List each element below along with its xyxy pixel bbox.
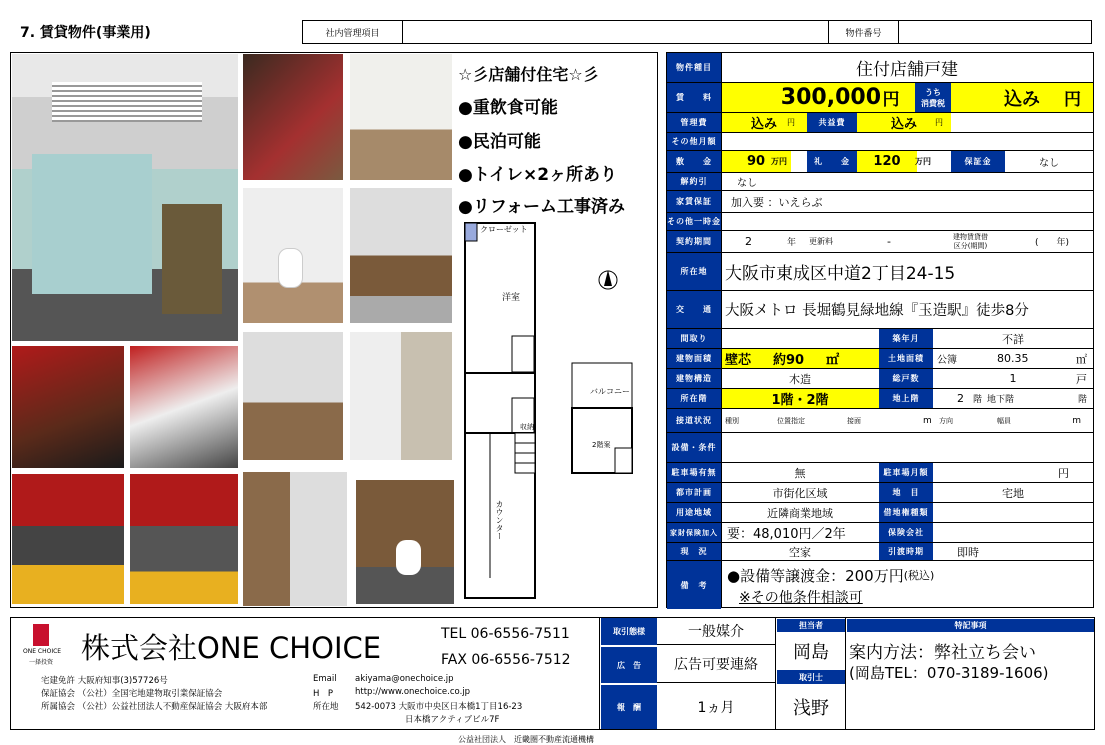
mgmt-label: 社内管理項目 — [303, 21, 403, 43]
tochi-label: 土地面積 — [879, 349, 933, 368]
email[interactable]: akiyama@onechoice.jp — [355, 674, 454, 684]
torihiki-label: 取引態様 — [601, 618, 657, 645]
kobo: 公簿 — [937, 355, 957, 366]
setsudo-label: 接道状況 — [667, 409, 721, 432]
hp-link[interactable]: http://www.onechoice.co.jp — [355, 687, 471, 697]
hosho-value: なし — [1039, 158, 1059, 169]
tax-unit: 円 — [1064, 90, 1081, 110]
kitchen-photo — [350, 188, 452, 323]
bukken-label: 物件番号 — [829, 21, 899, 43]
bukken-value[interactable] — [899, 21, 1091, 43]
document-title: 7. 賃貸物件(事業用) — [20, 25, 151, 41]
setsudo-m2: m — [1072, 415, 1081, 426]
setsudo-shubetsu: 種別 — [725, 416, 739, 425]
kai-value: 1階・2階 — [721, 389, 879, 408]
tokki-2: (岡島TEL：070-3189-1606) — [849, 664, 1049, 682]
shop-photo-2 — [130, 346, 238, 468]
kaiyaku-value: なし — [737, 178, 757, 189]
hosho-kyokai: 保証協会 （公社）全国宅地建物取引業保証協会 — [41, 689, 223, 699]
exterior-photo — [12, 54, 238, 341]
management-bar — [302, 20, 1092, 44]
toriatsukai-label: 取引士 — [777, 670, 845, 684]
rent-label: 賃 料 — [667, 83, 721, 112]
biko-line-1: ●設備等譲渡金：200万円 (税込) — [727, 566, 935, 585]
biko-label: 備 考 — [667, 561, 721, 609]
tatemono-unit: ㎡ — [826, 353, 840, 368]
kozo-value: 木造 — [789, 372, 811, 386]
housyu-label: 報 酬 — [601, 685, 657, 729]
other-once-label: その他一時金 — [667, 213, 721, 230]
type-label: 物件種目 — [667, 53, 721, 82]
chijou-label: 地上階 — [879, 389, 933, 408]
fp-2f-label: 2階案 — [592, 441, 611, 449]
soukosu-unit: 戸 — [1076, 372, 1087, 386]
keiyaku-unit: 年 — [787, 238, 797, 248]
shiki-value: 90 — [721, 151, 791, 172]
property-type: 住付店舗戸建 — [856, 60, 958, 80]
rei-unit: 万円 — [915, 157, 931, 166]
setsudo-setsumen: 接面 — [847, 416, 861, 425]
setsudo-fukuin: 幅員 — [997, 416, 1011, 425]
torihiki-value: 一般媒介 — [657, 618, 775, 645]
tokki-1: 案内方法：弊社立ち会い — [849, 643, 1036, 663]
fp-closet-label: クローゼット — [480, 225, 528, 234]
koukoku-label: 広 告 — [601, 647, 657, 683]
point-item: ●リフォーム工事済み — [458, 197, 625, 217]
transport-value: 大阪メトロ 長堀鶴見緑地線『玉造駅』徒歩8分 — [725, 303, 1029, 319]
youto-label: 用途地域 — [667, 503, 721, 522]
other-monthly-label: その他月額 — [667, 133, 721, 150]
license: 宅建免許 大阪府知事(3)57726号 — [41, 676, 168, 686]
toriatsukai-value: 浅野 — [793, 697, 829, 719]
corridor-photo — [243, 332, 343, 460]
room-photo-2 — [350, 54, 452, 180]
kaiyaku-label: 解約引 — [667, 173, 721, 190]
soukosu-value: 1 — [1009, 372, 1017, 385]
addr-label: 所在地 — [313, 702, 339, 712]
hoken-kaisha-label: 保険会社 — [879, 523, 933, 542]
tantou-value: 岡島 — [793, 642, 829, 663]
toilet-photo — [243, 188, 343, 323]
chijou-value: 2 — [957, 392, 964, 405]
yachin-hosho-label: 家賃保証 — [667, 191, 721, 212]
storage-photo-2 — [130, 474, 238, 604]
bottom-organization: 公益社団法人 近畿圏不動産流通機構 — [458, 735, 594, 744]
point-title: ☆彡店舗付住宅☆彡 — [458, 65, 599, 84]
addr-1: 542-0073 大阪市中央区日本橋1丁目16-23 — [355, 702, 523, 712]
parking-value: 無 — [794, 466, 806, 480]
email-label: Email — [313, 674, 337, 684]
transport-label: 交 通 — [667, 291, 721, 328]
tatemono-cell: 壁芯 約90 ㎡ — [721, 349, 879, 368]
tantou-label: 担当者 — [777, 619, 845, 632]
chika-unit: 階 — [1077, 395, 1087, 405]
kyoeki-unit: 円 — [935, 118, 943, 127]
shop-photo-1 — [12, 346, 124, 468]
logo-text: ONE CHOICE — [23, 648, 62, 655]
soukosu-label: 総戸数 — [879, 369, 933, 388]
footer — [10, 617, 1095, 730]
room-photo-1 — [243, 54, 343, 180]
washroom-photo — [350, 332, 452, 460]
company-name: 株式会社ONE CHOICE — [81, 631, 382, 665]
housyu-value: 1ヵ月 — [697, 699, 735, 716]
address-value: 大阪市東成区中道2丁目24-15 — [725, 264, 956, 284]
hoken-label: 家財保険加入 — [667, 523, 721, 542]
shakuchi-label: 借地権種類 — [879, 503, 933, 522]
company-fax: FAX 06-6556-7512 — [441, 652, 571, 668]
kyoeki-value: 込み — [857, 113, 951, 132]
company-logo — [33, 624, 49, 646]
genkyo-value: 空家 — [789, 545, 811, 559]
rent-value: 300,000 — [721, 83, 915, 112]
koushin-value: - — [887, 235, 891, 248]
tax-label: うち 消費税 — [915, 83, 951, 112]
chimoku-value: 宅地 — [1002, 486, 1024, 500]
storage-photo-1 — [12, 474, 124, 604]
koushin-label: 更新料 — [809, 237, 833, 246]
youto-value: 近隣商業地域 — [767, 506, 833, 520]
parking-fee-unit: 円 — [1058, 466, 1069, 480]
logo-sub: 一择投资 — [29, 659, 54, 666]
kubun-unit: ( 年) — [1035, 238, 1070, 248]
madori-label: 間取り — [667, 329, 721, 348]
toshi-value: 市街化区域 — [772, 486, 828, 500]
rei-label: 礼 金 — [807, 151, 857, 172]
property-table — [666, 52, 1094, 608]
keiyaku-value: 2 — [745, 235, 752, 248]
setsubi-label: 設備・条件 — [667, 433, 721, 462]
hoken-value: 要：48,010円／2年 — [727, 527, 846, 542]
address-label: 所在地 — [667, 253, 721, 290]
kanri-value: 込み — [721, 113, 807, 132]
rent-unit: 円 — [882, 90, 900, 110]
point-item: ●重飲食可能 — [458, 98, 558, 118]
chikunen-value: 不詳 — [1002, 332, 1024, 346]
genkyo-label: 現 況 — [667, 543, 721, 560]
parking-fee-label: 駐車場月額 — [879, 463, 933, 482]
floor-plan — [460, 218, 655, 603]
kozo-label: 建物構造 — [667, 369, 721, 388]
shozoku-kyokai: 所属協会 （公社）公益社団法人不動産保証協会 大阪府本部 — [41, 702, 268, 712]
toshi-label: 都市計画 — [667, 483, 721, 502]
point-item: ●民泊可能 — [458, 132, 541, 152]
keiyaku-label: 契約期間 — [667, 231, 721, 252]
bath-photo — [243, 472, 347, 606]
setsudo-ichi: 位置指定 — [777, 416, 805, 425]
hikiwatashi-value: 即時 — [957, 545, 979, 559]
fp-storage-label: 収納 — [520, 423, 534, 431]
parking-label: 駐車場有無 — [667, 463, 721, 482]
addr-2: 日本橋アクティブビル7F — [405, 715, 500, 725]
point-item: ●トイレ×2ヶ所あり — [458, 165, 618, 185]
mgmt-value[interactable] — [403, 21, 829, 43]
shiki-label: 敷 金 — [667, 151, 721, 172]
tax-value: 込み — [951, 83, 1093, 112]
chimoku-label: 地 目 — [879, 483, 933, 502]
kubun-label: 建物賃貸借 区分(期間) — [953, 232, 988, 250]
kanri-unit: 円 — [787, 113, 807, 132]
chika-label: 地下階 — [987, 395, 1015, 405]
koukoku-value: 広告可要連絡 — [657, 646, 775, 683]
toilet2-photo — [356, 480, 454, 604]
kai-label: 所在階 — [667, 389, 721, 408]
fp-room-label: 洋室 — [502, 293, 521, 303]
kyoeki-label: 共益費 — [807, 113, 857, 132]
tatemono-label: 建物面積 — [667, 349, 721, 368]
chijou-unit: 階 — [973, 395, 983, 405]
hikiwatashi-label: 引渡時期 — [879, 543, 933, 560]
setsudo-m1: m — [923, 415, 932, 426]
tochi-value: 80.35 — [997, 352, 1029, 365]
hp-label: H P — [313, 689, 334, 699]
setsudo-houkou: 方向 — [939, 416, 953, 425]
chikunen-label: 築年月 — [879, 329, 933, 348]
hosho-label: 保証金 — [951, 151, 1005, 172]
biko-line-2: ※その他条件相談可 — [739, 590, 863, 606]
fp-balcony-label: バルコニー — [590, 387, 630, 396]
tochi-unit: ㎡ — [1076, 352, 1087, 366]
rei-value: 120 — [857, 151, 917, 172]
tokki-label: 特記事項 — [847, 619, 1094, 632]
shiki-unit: 万円 — [771, 157, 787, 166]
company-tel[interactable]: TEL 06-6556-7511 — [441, 626, 570, 642]
fp-counter-label: カウンター — [495, 500, 504, 540]
tatemono-value: 約90 — [773, 353, 805, 368]
kanri-label: 管理費 — [667, 113, 721, 132]
yachin-hosho-value: 加入要 ：いえらぶ — [731, 195, 823, 209]
